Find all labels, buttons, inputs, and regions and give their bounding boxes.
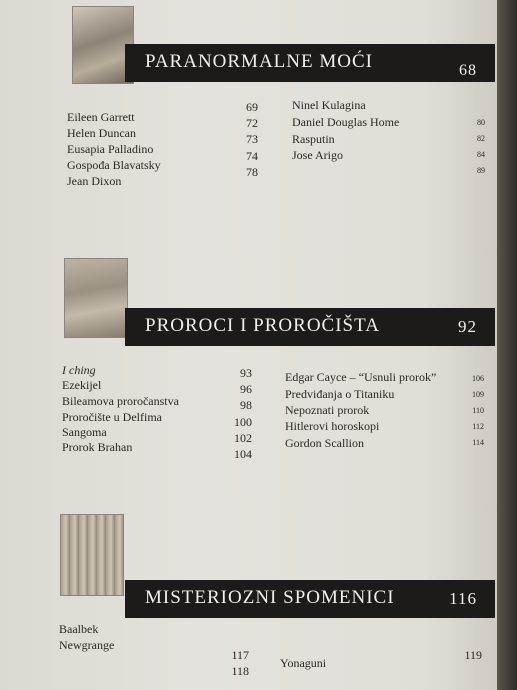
section-title: PARANORMALNE MOĆI xyxy=(145,51,373,72)
toc-entry: Prorok Brahan xyxy=(62,440,133,454)
section-header xyxy=(125,580,495,618)
toc-page-number: 100 xyxy=(234,415,252,429)
toc-page-number: 109 xyxy=(472,390,484,399)
toc-entry: Helen Duncan xyxy=(67,126,136,140)
toc-entry: Newgrange xyxy=(59,638,115,652)
toc-page-number: 84 xyxy=(477,150,485,159)
toc-entry: Baalbek xyxy=(59,622,99,636)
toc-page-number: 82 xyxy=(477,134,485,143)
section-image-columns xyxy=(60,514,124,596)
section-page-number: 116 xyxy=(449,589,477,608)
section-header xyxy=(125,44,495,82)
toc-page-number: 118 xyxy=(231,664,249,678)
toc-entry: Proročište u Delfima xyxy=(62,410,162,424)
toc-page-number: 102 xyxy=(234,431,252,445)
toc-page-number: 96 xyxy=(240,382,252,396)
toc-page-number: 93 xyxy=(240,366,252,380)
toc-entry: Nepoznati prorok xyxy=(285,403,370,417)
toc-entry: Edgar Cayce – “Usnuli prorok” xyxy=(285,370,437,384)
toc-entry: Ezekijel xyxy=(62,378,102,392)
toc-entry: Jean Dixon xyxy=(67,174,122,188)
section-page-number: 68 xyxy=(459,62,477,79)
toc-page-number: 69 xyxy=(246,100,258,114)
toc-entry: Daniel Douglas Home xyxy=(292,115,400,129)
toc-page-number: 78 xyxy=(246,165,258,179)
toc-entry: Jose Arigo xyxy=(292,148,343,162)
toc-page-number: 112 xyxy=(472,422,484,431)
toc-page-number: 104 xyxy=(234,447,252,461)
toc-entry: Eileen Garrett xyxy=(67,110,135,124)
toc-entry: Yonaguni xyxy=(280,656,327,670)
section-title: MISTERIOZNI SPOMENICI xyxy=(145,587,395,608)
toc-page-number: 73 xyxy=(246,132,258,146)
toc-entry: Gordon Scallion xyxy=(285,436,364,450)
toc-page-number: 89 xyxy=(477,166,485,175)
toc-entry: I ching xyxy=(62,363,96,377)
toc-page-number: 110 xyxy=(472,406,484,415)
section-header xyxy=(125,308,495,346)
toc-entry: Hitlerovi horoskopi xyxy=(285,419,380,433)
toc-page-number: 72 xyxy=(246,116,258,130)
toc-page-number: 98 xyxy=(240,398,252,412)
toc-entry: Rasputin xyxy=(292,132,335,146)
section-image-stone xyxy=(64,258,128,338)
section-title: PROROCI I PROROČIŠTA xyxy=(145,315,380,336)
toc-entry: Predviđanja o Titaniku xyxy=(285,387,395,401)
toc-page-number: 119 xyxy=(464,648,482,662)
toc-page-number: 117 xyxy=(231,648,249,662)
page-edge xyxy=(497,0,517,690)
toc-entry: Ninel Kulagina xyxy=(292,98,366,112)
toc-entry: Eusapia Palladino xyxy=(67,142,154,156)
toc-page-number: 106 xyxy=(472,374,484,383)
toc-entry: Bileamova proročanstva xyxy=(62,394,179,408)
toc-entry: Gospođa Blavatsky xyxy=(67,158,161,172)
toc-entry: Sangoma xyxy=(62,425,107,439)
toc-page-number: 74 xyxy=(246,149,258,163)
section-page-number: 92 xyxy=(458,317,477,336)
toc-page-number: 114 xyxy=(472,438,484,447)
toc-page-number: 80 xyxy=(477,118,485,127)
